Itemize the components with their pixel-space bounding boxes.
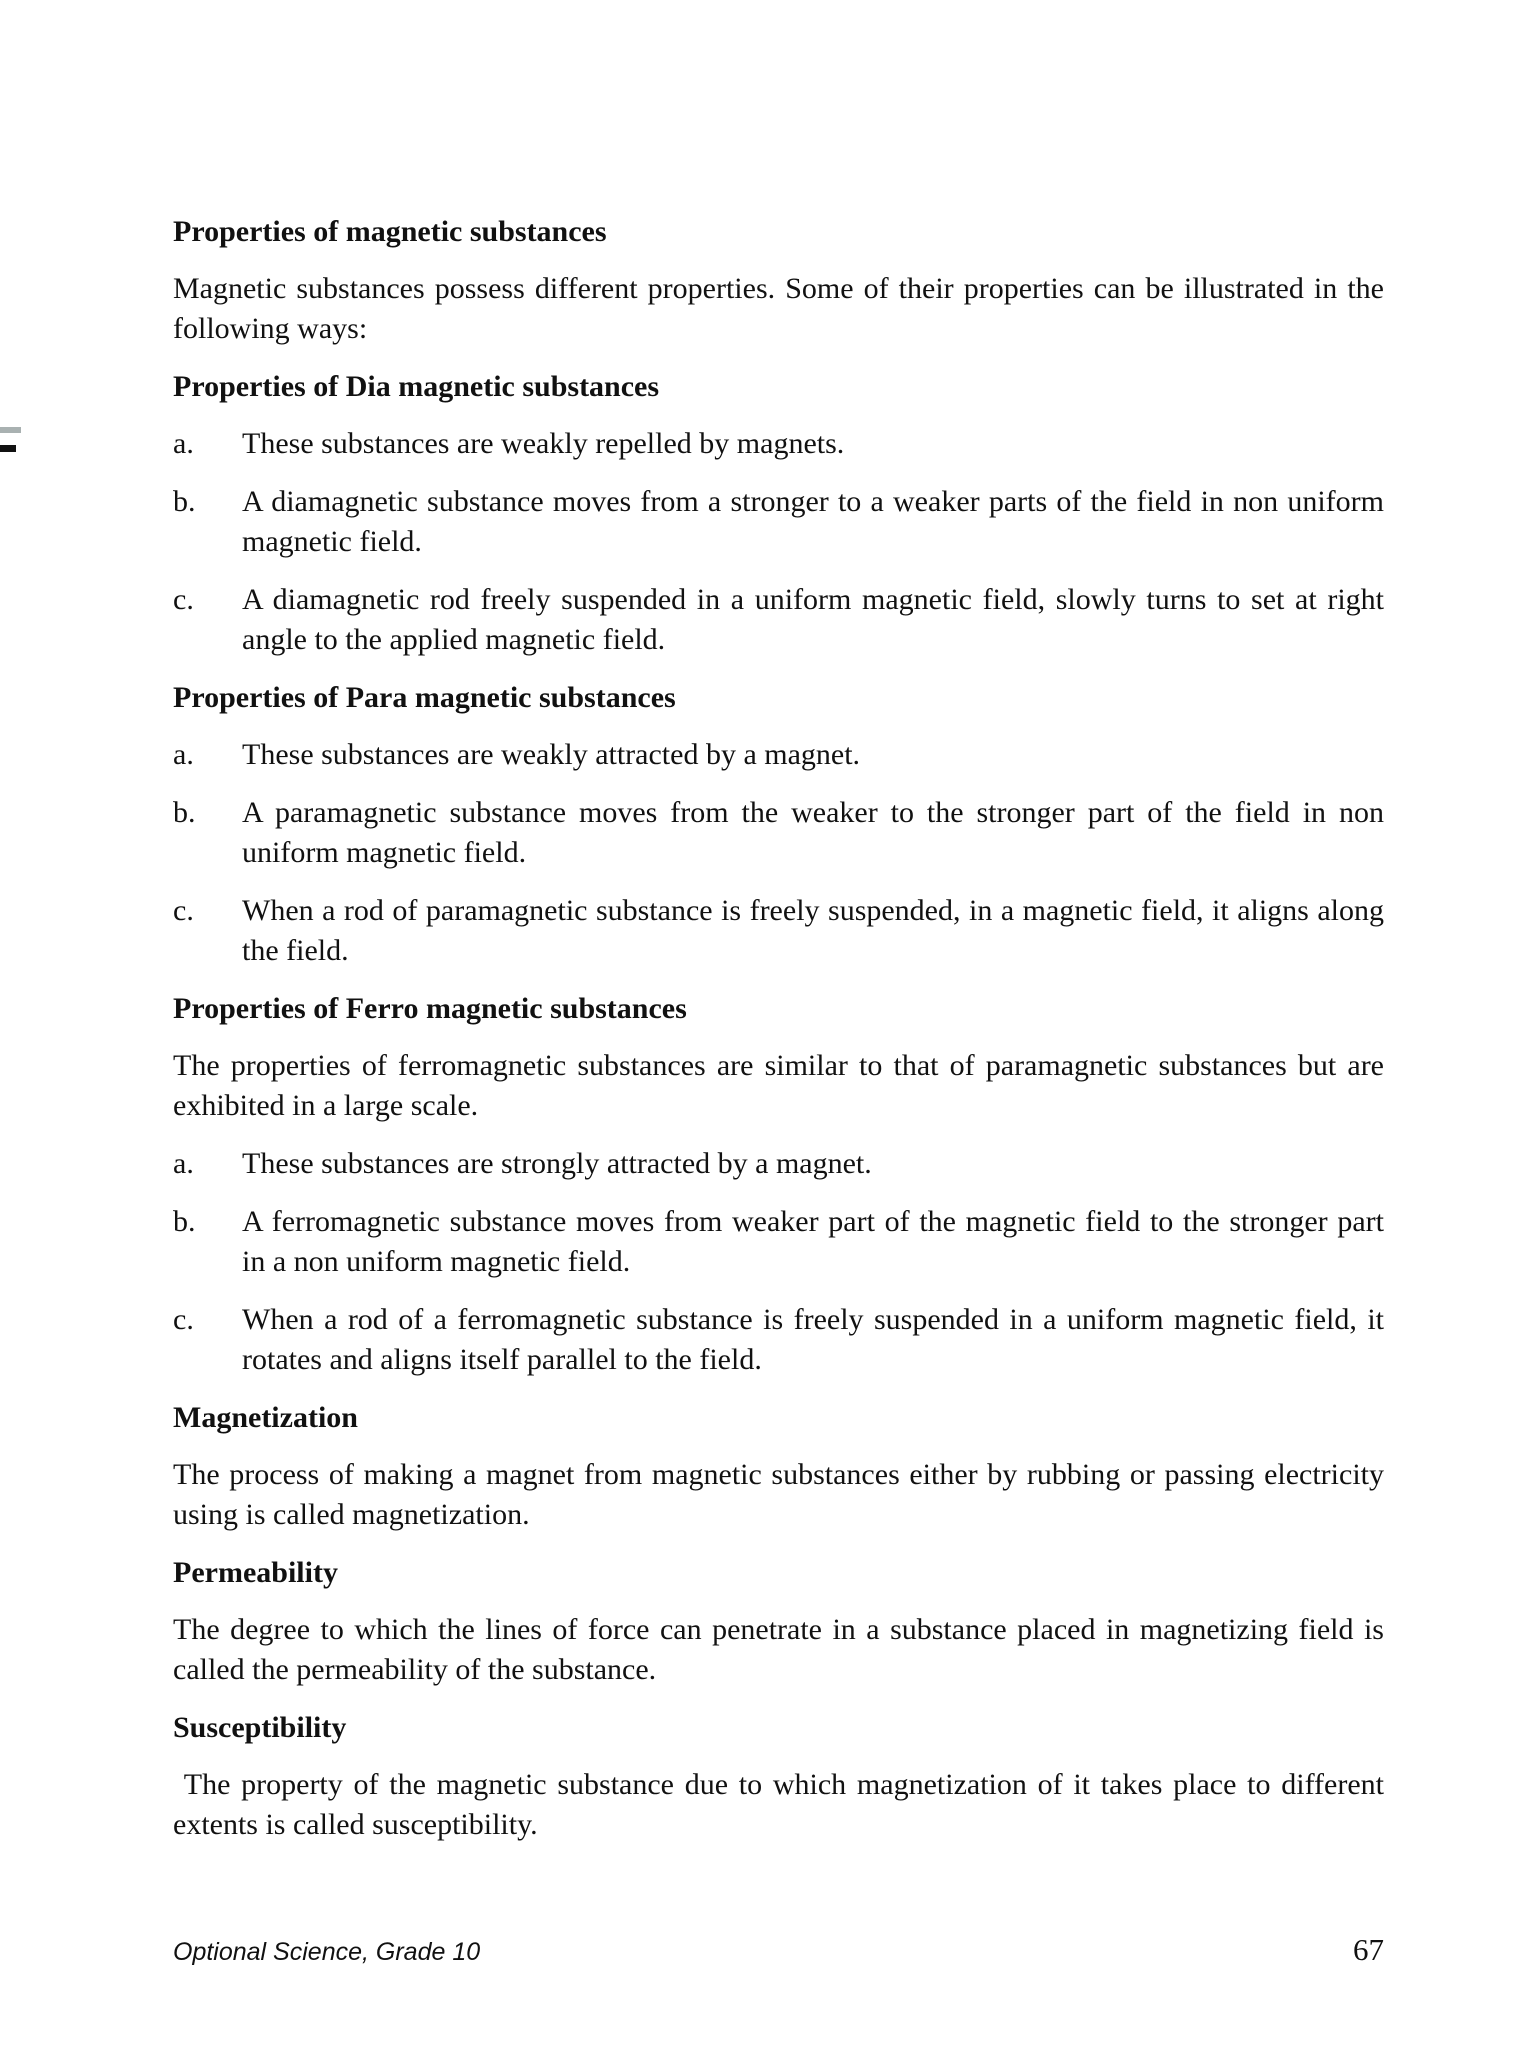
section-heading: Properties of magnetic substances — [173, 215, 607, 248]
section-heading: Properties of Dia magnetic substances — [173, 370, 660, 403]
section-heading: Susceptibility — [173, 1711, 347, 1744]
list-item — [173, 424, 1384, 464]
list-item-text: These substances are weakly repelled by magnets. — [242, 427, 845, 460]
section-heading: Permeability — [173, 1556, 338, 1589]
list-item-label: c. — [173, 583, 194, 616]
list-item — [173, 1202, 1384, 1282]
section — [173, 678, 1384, 971]
list-item — [173, 1300, 1384, 1380]
list-item-label: c. — [173, 1303, 194, 1336]
section-heading: Properties of Para magnetic substances — [173, 681, 676, 714]
footer-book-title: Optional Science, Grade 10 — [173, 1938, 481, 1966]
page-content — [173, 212, 1384, 1863]
section — [173, 989, 1384, 1380]
list-item-label: b. — [173, 1205, 196, 1238]
list-item-label: a. — [173, 427, 194, 460]
list-item-text: A diamagnetic rod freely suspended in a uniform magnetic field, slowly turns to set at right angle to the applied magnetic field. — [242, 583, 1384, 656]
list-item-text: When a rod of a ferromagnetic substance is freely suspended in a uniform magnetic field, it rotates and aligns itself parallel to the field. — [242, 1303, 1384, 1376]
paragraph: Magnetic substances possess different properties. Some of their properties can be illustrated in the following ways: — [173, 272, 1384, 345]
paragraph: The process of making a magnet from magnetic substances either by rubbing or passing electricity using is called magnetization. — [173, 1458, 1384, 1531]
list-item-text: A ferromagnetic substance moves from weaker part of the magnetic field to the stronger part in a non uniform magnetic field. — [242, 1205, 1384, 1278]
section — [173, 1708, 1384, 1845]
list-item — [173, 735, 1384, 775]
list-item-label: b. — [173, 796, 196, 829]
list-item-label: a. — [173, 738, 194, 771]
list-item-text: These substances are strongly attracted by a magnet. — [242, 1147, 872, 1180]
paragraph: The properties of ferromagnetic substances are similar to that of paramagnetic substances but are exhibited in a large scale. — [173, 1049, 1384, 1122]
paragraph: The degree to which the lines of force can penetrate in a substance placed in magnetizing field is called the permeability of the substance. — [173, 1613, 1384, 1686]
list-item — [173, 482, 1384, 562]
list-item-text: When a rod of paramagnetic substance is freely suspended, in a magnetic field, it aligns along the field. — [242, 894, 1384, 967]
list-item — [173, 891, 1384, 971]
margin-mark-gray — [0, 427, 21, 433]
section — [173, 367, 1384, 660]
list-item-label: b. — [173, 485, 196, 518]
section-heading: Properties of Ferro magnetic substances — [173, 992, 687, 1025]
section — [173, 212, 1384, 349]
list-item — [173, 793, 1384, 873]
list-item-label: c. — [173, 894, 194, 927]
list-item — [173, 580, 1384, 660]
list-item — [173, 1144, 1384, 1184]
section — [173, 1398, 1384, 1535]
list-item-text: A diamagnetic substance moves from a stronger to a weaker parts of the field in non uniform magnetic field. — [242, 485, 1384, 558]
margin-mark-black — [0, 445, 16, 452]
paragraph: The property of the magnetic substance due to which magnetization of it takes place to different extents is called susceptibility. — [173, 1768, 1384, 1841]
list-item-label: a. — [173, 1147, 194, 1180]
page-number: 67 — [1353, 1932, 1384, 1967]
list-item-text: These substances are weakly attracted by a magnet. — [242, 738, 861, 771]
section-heading: Magnetization — [173, 1401, 358, 1434]
list-item-text: A paramagnetic substance moves from the weaker to the stronger part of the field in non uniform magnetic field. — [242, 796, 1384, 869]
section — [173, 1553, 1384, 1690]
